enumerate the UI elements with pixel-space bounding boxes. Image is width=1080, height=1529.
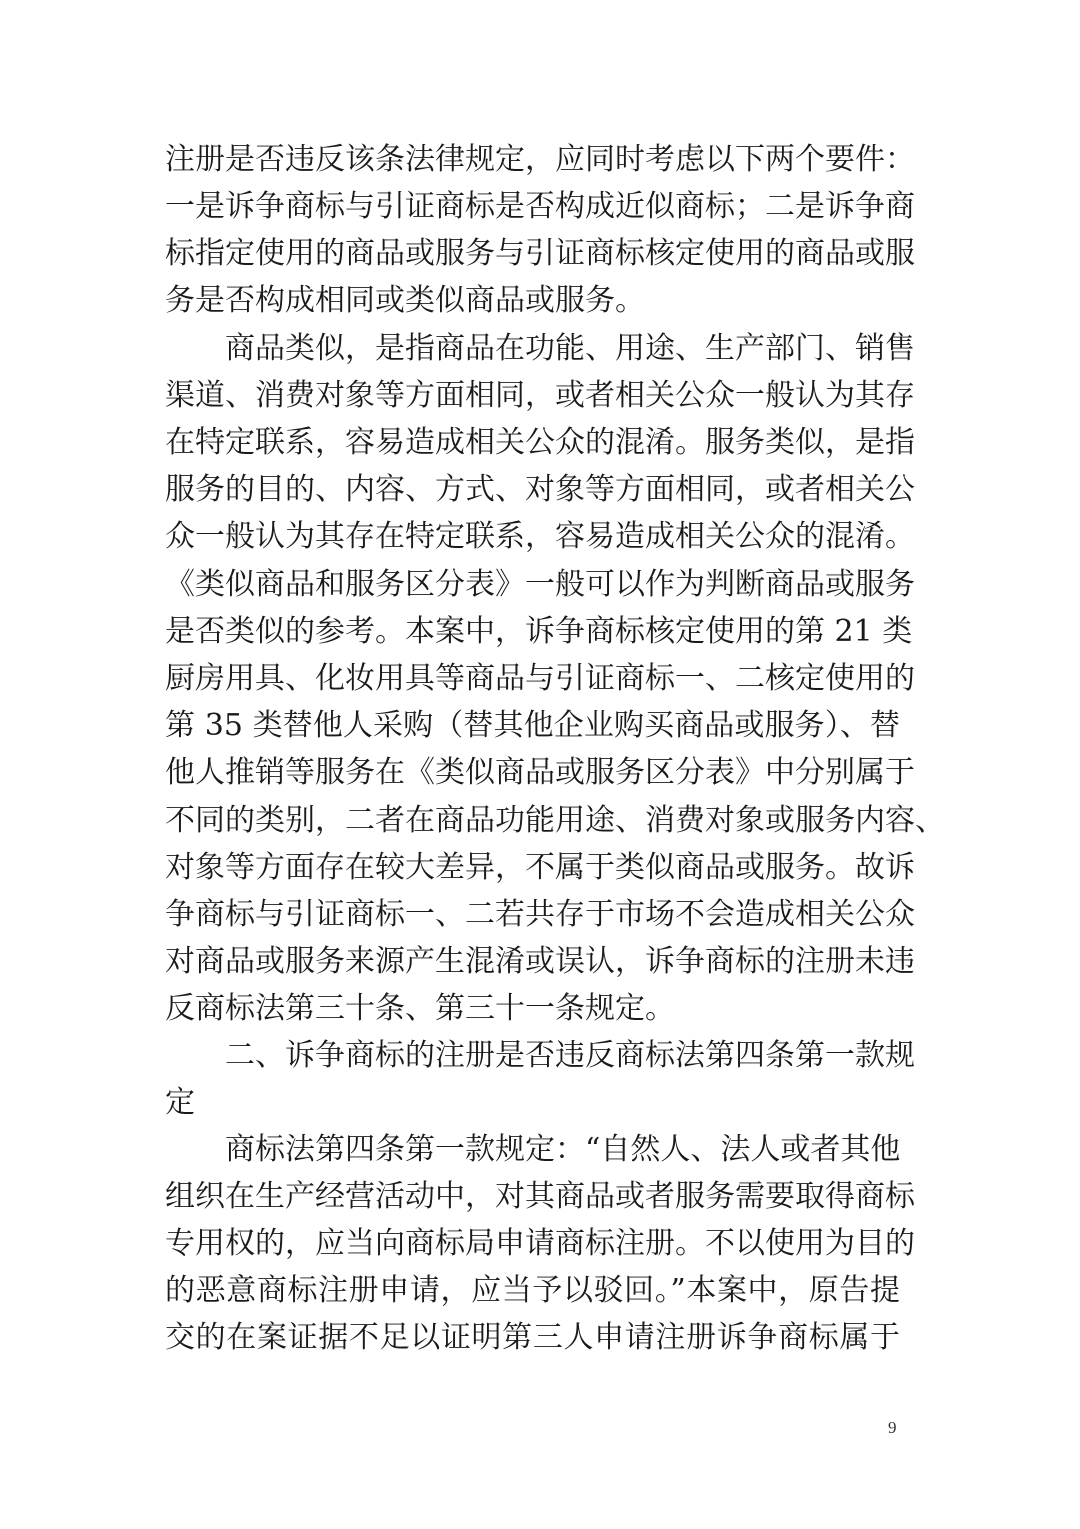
text-line: 一是诉争商标与引证商标是否构成近似商标；二是诉争商 [165, 189, 915, 224]
text-line: 是否类似的参考。本案中，诉争商标核定使用的第 21 类 [165, 614, 913, 649]
text-line: 对商品或服务来源产生混淆或误认，诉争商标的注册未违 [165, 944, 915, 979]
text-line: 专用权的，应当向商标局申请商标注册。不以使用为目的 [165, 1226, 915, 1261]
text-line: 争商标与引证商标一、二若共存于市场不会造成相关公众 [165, 897, 915, 932]
text-line: 务是否构成相同或类似商品或服务。 [165, 283, 645, 318]
section-heading: 二、诉争商标的注册是否违反商标法第四条第一款规 [225, 1038, 915, 1073]
text-line: 注册是否违反该条法律规定，应同时考虑以下两个要件： [165, 142, 915, 177]
text-line: 组织在生产经营活动中，对其商品或者服务需要取得商标 [165, 1179, 915, 1214]
text-line: 他人推销等服务在《类似商品或服务区分表》中分别属于 [165, 755, 915, 790]
text-line: 商标法第四条第一款规定：“自然人、法人或者其他 [225, 1132, 901, 1167]
text-line: 交的在案证据不足以证明第三人申请注册诉争商标属于 [165, 1320, 900, 1355]
text-line: 渠道、消费对象等方面相同，或者相关公众一般认为其存 [165, 378, 915, 413]
text-line: 不同的类别，二者在商品功能用途、消费对象或服务内容、 [165, 803, 945, 838]
text-line: 商品类似，是指商品在功能、用途、生产部门、销售 [225, 331, 915, 366]
text-line: 第 35 类替他人采购（替其他企业购买商品或服务）、替 [165, 708, 900, 743]
page-number: 9 [888, 1418, 897, 1437]
text-line: 标指定使用的商品或服务与引证商标核定使用的商品或服 [165, 236, 915, 271]
text-line: 对象等方面存在较大差异，不属于类似商品或服务。故诉 [165, 850, 915, 885]
text-line: 众一般认为其存在特定联系，容易造成相关公众的混淆。 [165, 519, 915, 554]
text-line: 的恶意商标注册申请，应当予以驳回。”本案中，原告提 [165, 1273, 900, 1308]
text-line: 在特定联系，容易造成相关公众的混淆。服务类似，是指 [165, 425, 915, 460]
section-heading: 定 [165, 1085, 195, 1120]
text-line: 服务的目的、内容、方式、对象等方面相同，或者相关公 [165, 472, 915, 507]
text-line: 厨房用具、化妆用具等商品与引证商标一、二核定使用的 [165, 661, 915, 696]
text-line: 《类似商品和服务区分表》一般可以作为判断商品或服务 [165, 567, 915, 602]
text-line: 反商标法第三十条、第三十一条规定。 [165, 991, 675, 1026]
